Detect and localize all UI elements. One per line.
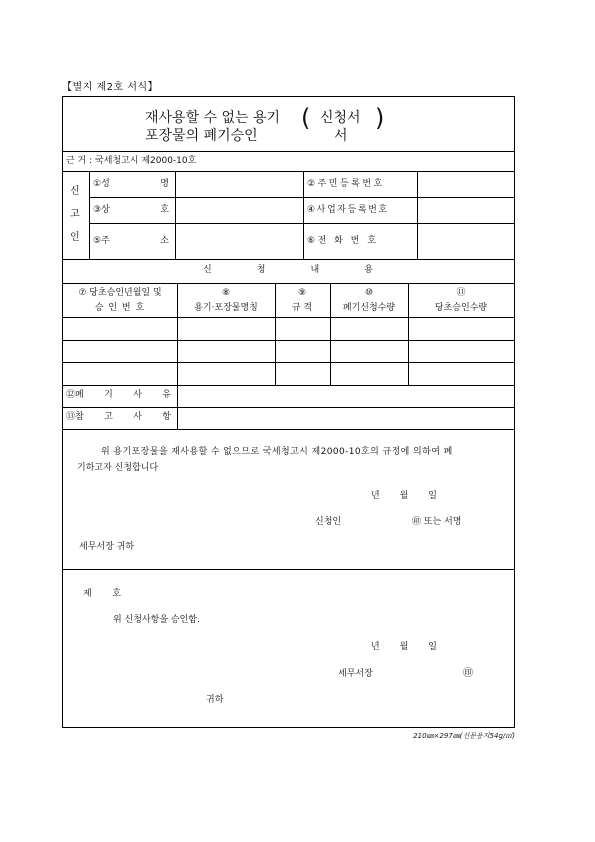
basis-text: 근 거 : 국세청고시 제2000-10호 xyxy=(66,156,197,166)
form-label: 【별지 제2호 서식】 xyxy=(62,82,159,93)
content-header: 신 청 내 용 xyxy=(203,265,373,275)
address-label: ⑤주 소 xyxy=(93,236,169,246)
trade-name-label: ③상 호 xyxy=(93,205,169,215)
phone-label: ⑥전 화 번 호 xyxy=(307,236,379,246)
disposal-reason-label: ⑫폐 기 사 유 xyxy=(66,390,171,400)
title-line1: 재사용할 수 없는 용기 xyxy=(145,110,281,126)
approval-number-label: 제 호 xyxy=(83,589,121,599)
title-option-application: 신청서 xyxy=(320,110,361,126)
approval-divider xyxy=(63,569,514,570)
disposal-approval-form xyxy=(62,96,515,728)
resident-number-label: ②주민등록번호 xyxy=(307,179,385,189)
col-spec-header: 규 격 xyxy=(291,303,313,313)
applicant-signature-label: 신청인 xyxy=(315,517,342,527)
statement-line1: 위 용기포장물을 재사용할 수 없으므로 국세청고시 제2000-10호의 규정에 의하여 폐 xyxy=(101,447,453,457)
col-disposal-qty-header: 폐기신청수량 xyxy=(342,303,396,313)
business-number-label: ④사업자등록번호 xyxy=(307,205,389,215)
tax-office-chief: 세무서장 xyxy=(338,669,373,679)
applicant-section-char: 고 xyxy=(70,209,80,220)
divider xyxy=(63,151,514,152)
col-approved-qty-num: ⑪ xyxy=(456,288,466,298)
statement-line2: 기하고자 신청합니다 xyxy=(77,463,159,473)
title-line2: 포장물의 폐기승인 xyxy=(145,128,258,144)
col-approval-date-header: ⑦ 당초승인년월일 및 xyxy=(78,288,162,298)
col-container-name-num: ⑧ xyxy=(221,288,231,298)
approval-recipient: 귀하 xyxy=(206,695,224,705)
applicant-section-char: 인 xyxy=(70,232,80,243)
title-bracket-open: ( xyxy=(301,104,311,132)
col-spec-num: ⑨ xyxy=(297,288,307,298)
col-disposal-qty-num: ⑩ xyxy=(364,288,374,298)
applicant-section-char: 신 xyxy=(70,186,80,197)
paper-spec: 210㎜×297㎜(신문용지54g/㎡) xyxy=(413,732,515,740)
application-date: 년 월 일 xyxy=(371,491,437,501)
title-bracket-close: ) xyxy=(375,104,385,132)
reference-label: ⑬참 고 사 항 xyxy=(66,412,171,422)
col-container-name-header: 용기·포장물명칭 xyxy=(194,303,258,313)
seal-or-signature: ㊞ 또는 서명 xyxy=(412,517,462,527)
col-approval-number-header: 승 인 번 호 xyxy=(94,303,146,313)
approval-statement: 위 신청사항을 승인함. xyxy=(113,615,200,625)
seal-mark: ㊞ xyxy=(463,668,473,679)
name-label: ①성 명 xyxy=(93,179,169,189)
col-approved-qty-header: 당초승인수량 xyxy=(434,303,488,313)
divider xyxy=(63,171,514,172)
approval-date: 년 월 일 xyxy=(371,642,437,652)
tax-office-addressee: 세무서장 귀하 xyxy=(79,542,135,552)
title-option-form: 서 xyxy=(334,128,348,144)
